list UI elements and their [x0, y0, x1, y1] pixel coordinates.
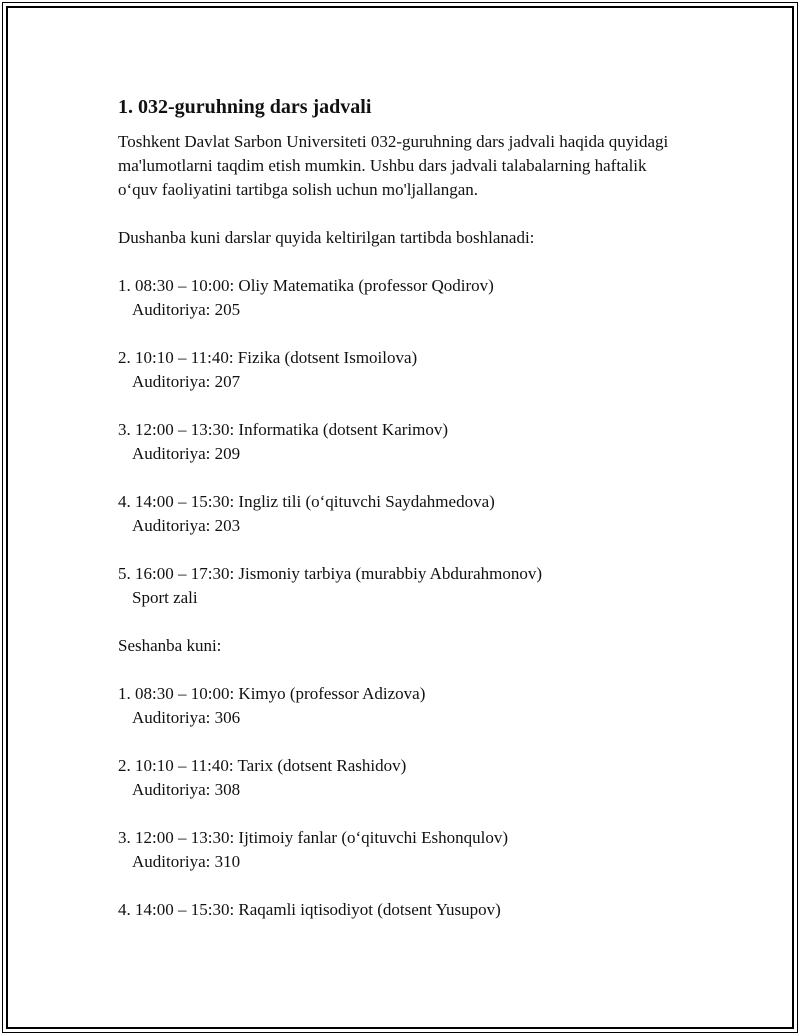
- lesson-line: 1. 08:30 – 10:00: Kimyo (professor Adizova): [118, 684, 426, 703]
- tuesday-lesson: [118, 682, 718, 730]
- lesson-room: Auditoriya: 203: [132, 516, 241, 535]
- lesson-room: Auditoriya: 306: [132, 708, 241, 727]
- lesson-line: 1. 08:30 – 10:00: Oliy Matematika (professor Qodirov): [118, 276, 494, 295]
- monday-lesson: [118, 418, 718, 466]
- document-title: 1. 032-guruhning dars jadvali: [118, 96, 372, 118]
- tuesday-heading: Seshanba kuni:: [118, 636, 222, 655]
- lesson-line: 3. 12:00 – 13:30: Ijtimoiy fanlar (o‘qituvchi Eshonqulov): [118, 828, 509, 847]
- monday-lesson: [118, 274, 718, 322]
- lesson-room: Auditoriya: 310: [132, 852, 241, 871]
- monday-lesson: [118, 490, 718, 538]
- document-body: [118, 94, 718, 922]
- lesson-line: 4. 14:00 – 15:30: Raqamli iqtisodiyot (dotsent Yusupov): [118, 900, 501, 919]
- lesson-line: 2. 10:10 – 11:40: Fizika (dotsent Ismoilova): [118, 348, 418, 367]
- intro-paragraph: Toshkent Davlat Sarbon Universiteti 032-guruhning dars jadvali haqida quyidagi ma'lumotlarni taqdim etish mumkin. Ushbu dars jadvali talabalarning haftalik o‘quv faoliyatini tartibga solish uchun mo'ljallangan.: [118, 132, 669, 199]
- tuesday-lesson: [118, 754, 718, 802]
- monday-heading: Dushanba kuni darslar quyida keltirilgan tartibda boshlanadi:: [118, 228, 535, 247]
- lesson-line: 5. 16:00 – 17:30: Jismoniy tarbiya (murabbiy Abdurahmonov): [118, 564, 543, 583]
- lesson-line: 3. 12:00 – 13:30: Informatika (dotsent Karimov): [118, 420, 449, 439]
- lesson-room: Auditoriya: 209: [132, 444, 241, 463]
- tuesday-lesson: [118, 826, 718, 874]
- monday-lesson: [118, 346, 718, 394]
- lesson-room: Auditoriya: 205: [132, 300, 241, 319]
- monday-lesson: [118, 562, 718, 610]
- lesson-room: Auditoriya: 308: [132, 780, 241, 799]
- tuesday-lesson: [118, 898, 718, 922]
- lesson-line: 4. 14:00 – 15:30: Ingliz tili (o‘qituvchi Saydahmedova): [118, 492, 495, 511]
- lesson-line: 2. 10:10 – 11:40: Tarix (dotsent Rashidov): [118, 756, 407, 775]
- lesson-room: Sport zali: [132, 588, 198, 607]
- lesson-room: Auditoriya: 207: [132, 372, 241, 391]
